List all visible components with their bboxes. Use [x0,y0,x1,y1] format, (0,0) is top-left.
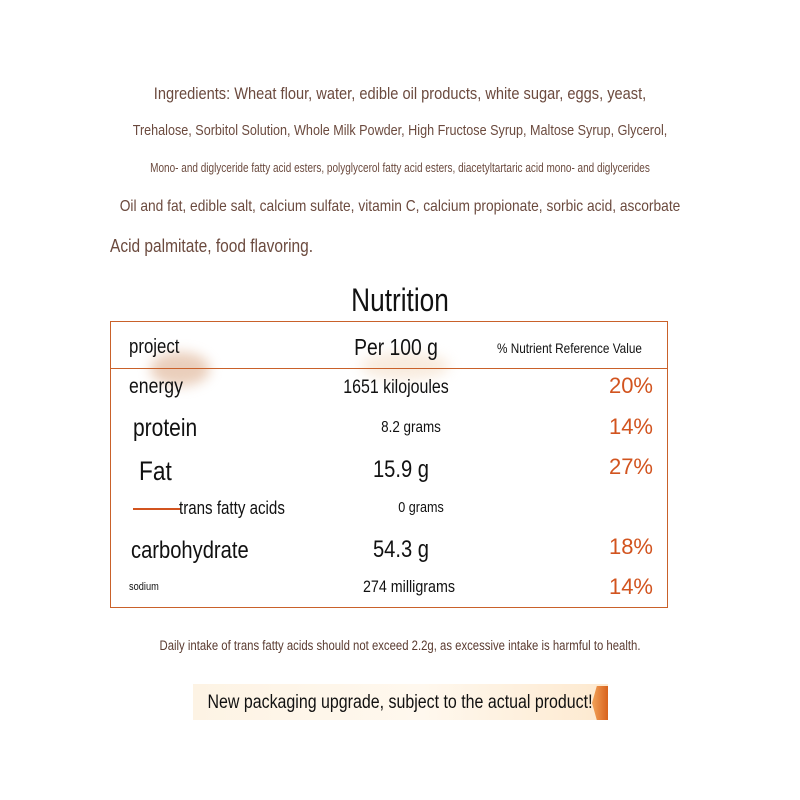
header-divider [111,368,667,369]
nutrition-title: Nutrition [351,282,449,318]
header-per-100g: Per 100 g [354,334,438,360]
row-carbohydrate-name: carbohydrate [131,537,249,564]
sub-item-marker [133,508,181,510]
row-trans-fat-amount: 0 grams [398,499,444,516]
row-fat-amount: 15.9 g [372,456,430,483]
nutrition-table [110,321,668,608]
ingredients-line-3: Mono- and diglyceride fatty acid esters, polyglycerol fatty acid esters, diacetyltartaric acid mono- and diglycerides [150,161,650,175]
row-protein-amount: 8.2 grams [381,419,441,436]
trans-fat-notice: Daily intake of trans fatty acids should not exceed 2.2g, as excessive intake is harmful to health. [159,638,641,653]
row-energy-amount: 1651 kilojoules [343,377,449,398]
row-protein-name: protein [133,414,198,442]
row-energy-nrv: 20% [608,373,653,398]
row-trans-fat-name: trans fatty acids [179,498,285,518]
ingredients-line-4: Oil and fat, edible salt, calcium sulfate, vitamin C, calcium propionate, sorbic acid, ascorbate [119,198,681,215]
header-item: project [129,336,180,358]
row-protein-nrv: 14% [608,414,653,439]
row-energy-name: energy [129,375,183,398]
packaging-banner-text: New packaging upgrade, subject to the actual product! [207,692,593,713]
ingredients-line-1: Ingredients: Wheat flour, water, edible oil products, white sugar, eggs, yeast, [153,84,647,103]
row-sodium-name: sodium [129,581,159,593]
row-carbohydrate-nrv: 18% [608,534,653,559]
row-carbohydrate-amount: 54.3 g [372,536,430,563]
row-sodium-amount: 274 milligrams [362,577,456,596]
row-fat-name: Fat [139,456,172,486]
row-fat-nrv: 27% [608,454,653,479]
ingredients-line-5: Acid palmitate, food flavoring. [110,236,314,256]
ingredients-line-2: Trehalose, Sorbitol Solution, Whole Milk Powder, High Fructose Syrup, Maltose Syrup, Glycerol, [132,122,668,139]
row-sodium-nrv: 14% [608,574,653,599]
header-nrv: % Nutrient Reference Value [497,340,642,356]
